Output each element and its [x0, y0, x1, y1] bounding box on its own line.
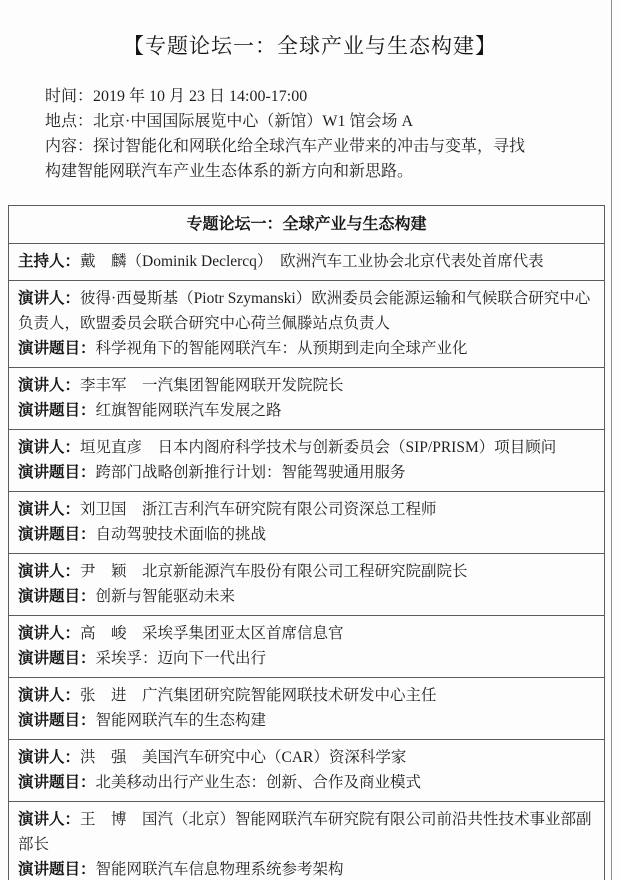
agenda-table: [8, 205, 605, 880]
speaker-line: [18, 559, 594, 584]
speaker-line: [18, 807, 594, 857]
info-content-text-2: 构建智能网联汽车产业生态体系的新方向和新思路。: [45, 163, 414, 180]
topic-text: 创新与智能驱动未来: [95, 588, 236, 605]
speaker-text: 张 进 广汽集团研究院智能网联技术研发中心主任: [80, 687, 437, 704]
speaker-line: [18, 497, 594, 522]
topic-label: 演讲题目：: [18, 712, 96, 729]
speaker-text: 尹 颖 北京新能源汽车股份有限公司工程研究院副院长: [80, 563, 468, 580]
topic-label: 演讲题目：: [18, 588, 96, 605]
topic-text: 智能网联汽车的生态构建: [95, 712, 267, 729]
speaker-text: 高 峻 采埃孚集团亚太区首席信息官: [80, 625, 344, 642]
speaker-text: 李丰军 一汽集团智能网联开发院院长: [80, 377, 344, 394]
topic-line: [18, 584, 594, 609]
host-label: 主持人：: [18, 253, 81, 270]
topic-text: 跨部门战略创新推行计划：智能驾驶通用服务: [95, 464, 406, 481]
page-edge-line: [611, 0, 612, 880]
speaker-row: [9, 430, 605, 492]
topic-line: [18, 522, 594, 547]
speaker-text: 垣见直彦 日本内阁府科学技术与创新委员会（SIP/PRISM）项目顾问: [80, 439, 557, 456]
topic-line: [18, 708, 594, 733]
speaker-label: 演讲人：: [18, 501, 81, 518]
speaker-text: 洪 强 美国汽车研究中心（CAR）资深科学家: [80, 749, 407, 766]
info-content-label: 内容：: [45, 138, 94, 155]
host-line: [18, 249, 594, 274]
speaker-row: [9, 802, 605, 880]
info-place-value: 北京·中国国际展览中心（新馆）W1 馆会场 A: [93, 113, 414, 130]
topic-text: 智能网联汽车信息物理系统参考架构: [95, 861, 344, 878]
topic-text: 自动驾驶技术面临的挑战: [95, 526, 267, 543]
speaker-label: 演讲人：: [18, 749, 81, 766]
speaker-line: [18, 745, 594, 770]
topic-label: 演讲题目：: [18, 464, 96, 481]
info-block: [45, 84, 590, 184]
speaker-row: [9, 368, 605, 430]
table-header-row: [9, 206, 605, 244]
speaker-line: [18, 373, 594, 398]
info-content-line: [45, 134, 590, 184]
topic-line: [18, 646, 594, 671]
topic-label: 演讲题目：: [18, 861, 96, 878]
info-place-label: 地点：: [45, 113, 94, 130]
page-title: 【专题论坛一：全球产业与生态构建】: [123, 35, 497, 58]
info-time-label: 时间：: [45, 88, 94, 105]
speaker-line: [18, 683, 594, 708]
speaker-row: [9, 492, 605, 554]
host-text: 戴 麟（Dominik Declercq） 欧洲汽车工业协会北京代表处首席代表: [80, 253, 544, 270]
info-content-text-1: 探讨智能化和网联化给全球汽车产业带来的冲击与变革，寻找: [93, 138, 526, 155]
topic-label: 演讲题目：: [18, 340, 96, 357]
speaker-line: [18, 621, 594, 646]
topic-label: 演讲题目：: [18, 774, 96, 791]
topic-line: [18, 770, 594, 795]
speaker-row: [9, 740, 605, 802]
speaker-label: 演讲人：: [18, 563, 81, 580]
topic-text: 科学视角下的智能网联汽车：从预期到走向全球产业化: [95, 340, 468, 357]
speaker-text: 刘卫国 浙江吉利汽车研究院有限公司资深总工程师: [80, 501, 437, 518]
topic-line: [18, 857, 594, 880]
speaker-row: [9, 616, 605, 678]
speaker-row: [9, 678, 605, 740]
topic-label: 演讲题目：: [18, 526, 96, 543]
speaker-label: 演讲人：: [18, 439, 81, 456]
info-time-line: [45, 84, 590, 109]
topic-text: 北美移动出行产业生态：创新、合作及商业模式: [95, 774, 422, 791]
topic-line: [18, 398, 594, 423]
topic-line: [18, 460, 594, 485]
speaker-row: [9, 554, 605, 616]
topic-line: [18, 336, 594, 361]
speaker-text: 彼得·西曼斯基（Piotr Szymanski）欧洲委员会能源运输和气候联合研究中心负责人，欧盟委员会联合研究中心荷兰佩滕站点负责人: [18, 290, 591, 332]
speaker-row: [9, 281, 605, 368]
speaker-line: [18, 286, 594, 336]
topic-text: 采埃孚：迈向下一代出行: [95, 650, 267, 667]
speaker-label: 演讲人：: [18, 290, 81, 307]
agenda-table-body: [9, 206, 605, 880]
topic-label: 演讲题目：: [18, 650, 96, 667]
speaker-text: 王 博 国汽（北京）智能网联汽车研究院有限公司前沿共性技术事业部副部长: [18, 811, 592, 853]
speaker-label: 演讲人：: [18, 377, 81, 394]
host-row: [9, 244, 605, 281]
speaker-line: [18, 435, 594, 460]
speaker-label: 演讲人：: [18, 811, 81, 828]
info-place-line: [45, 109, 590, 134]
topic-text: 红旗智能网联汽车发展之路: [95, 402, 282, 419]
info-time-value: 2019 年 10 月 23 日 14:00-17:00: [93, 88, 308, 105]
speaker-label: 演讲人：: [18, 625, 81, 642]
speaker-label: 演讲人：: [18, 687, 81, 704]
table-title: 专题论坛一：全球产业与生态构建: [9, 206, 605, 244]
topic-label: 演讲题目：: [18, 402, 96, 419]
